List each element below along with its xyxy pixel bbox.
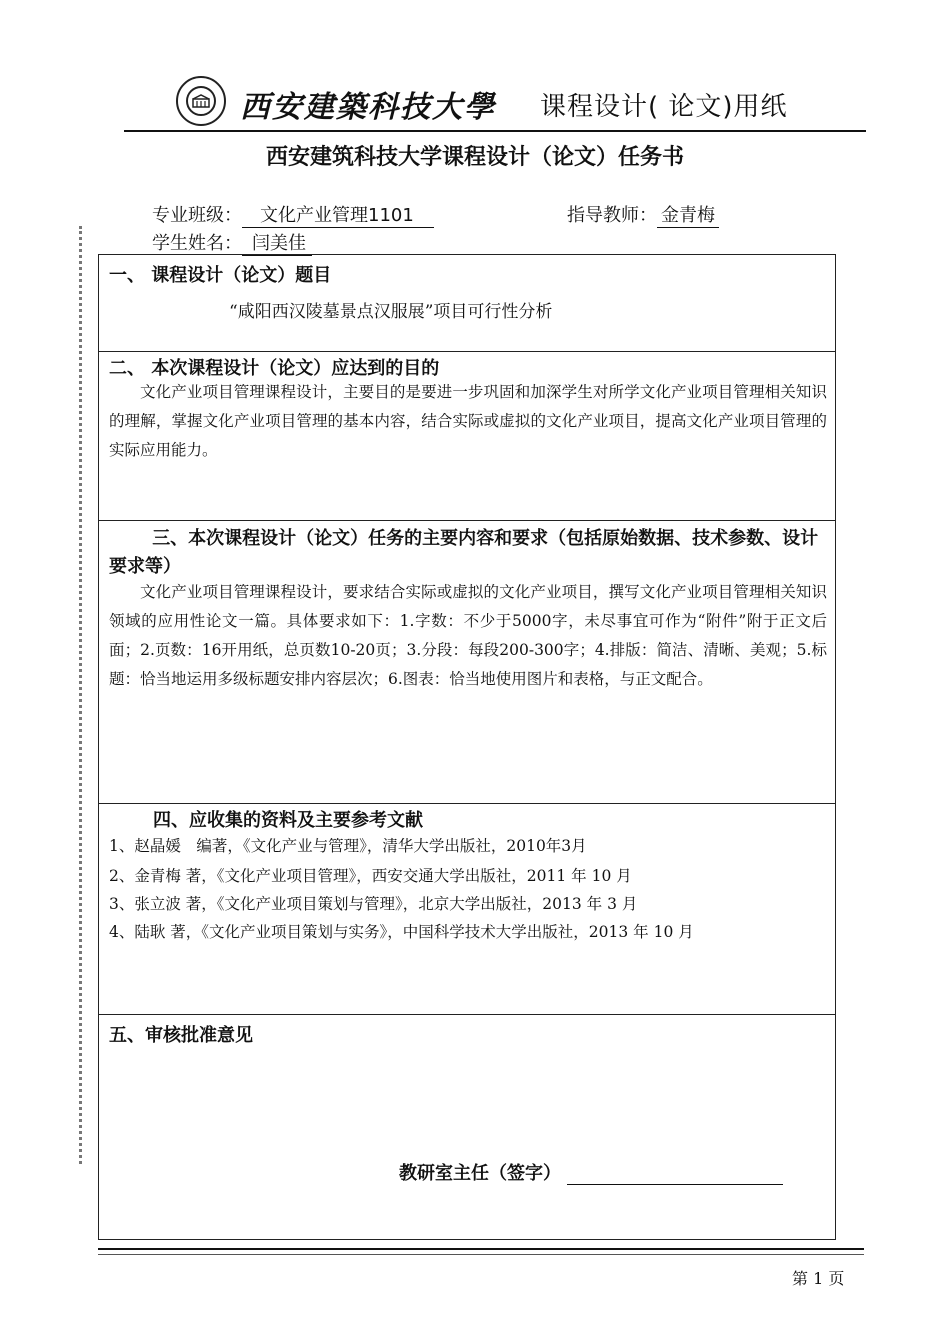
section-text: 文化产业项目管理课程设计，主要目的是要进一步巩固和加深学生对所学文化产业项目管理相关知识的理解，掌握文化产业项目管理的基本内容，结合实际或虚拟的文化产业项目，提高文化产业项目管理的实际应用能力。 bbox=[109, 383, 827, 459]
section-heading: 五、审核批准意见 bbox=[109, 1025, 253, 1046]
advisor-label: 指导教师： bbox=[567, 205, 657, 226]
document-title: 西安建筑科技大学课程设计（论文）任务书 bbox=[265, 145, 684, 170]
major-label: 专业班级： bbox=[152, 205, 242, 226]
task-table bbox=[98, 254, 836, 1240]
major-value: 文化产业管理1101 bbox=[242, 201, 434, 228]
paper-type-title: 课程设计( 论文)用纸 bbox=[540, 92, 788, 122]
section-objective bbox=[99, 352, 835, 521]
section-heading: 一、 课程设计（论文）题目 bbox=[109, 265, 332, 286]
building-icon bbox=[192, 94, 210, 108]
section-approval bbox=[99, 1015, 835, 1239]
reference-item: 4、陆耿 著，《文化产业项目策划与实务》，中国科学技术大学出版社，2013 年 10 月 bbox=[109, 923, 694, 941]
footer-rule bbox=[98, 1248, 864, 1250]
student-label: 学生姓名： bbox=[152, 233, 242, 254]
reference-item: 3、张立波 著，《文化产业项目策划与管理》，北京大学出版社，2013 年 3 月 bbox=[109, 895, 638, 913]
signature-label: 教研室主任（签字） bbox=[399, 1163, 561, 1184]
section-heading: 三、本次课程设计（论文）任务的主要内容和要求（包括原始数据、技术参数、设计要求等） bbox=[109, 528, 819, 577]
signature-field bbox=[567, 1166, 783, 1185]
section-heading: 四、应收集的资料及主要参考文献 bbox=[153, 810, 423, 831]
section-topic bbox=[99, 255, 835, 352]
page-number: 第 1 页 bbox=[792, 1269, 845, 1288]
advisor-line bbox=[567, 201, 719, 228]
footer-rule-thin bbox=[98, 1254, 864, 1255]
major-class-line bbox=[152, 201, 434, 228]
signature-line bbox=[399, 1159, 783, 1185]
advisor-value: 金青梅 bbox=[657, 201, 719, 228]
section-references bbox=[99, 804, 835, 1015]
section-text: 文化产业项目管理课程设计，要求结合实际或虚拟的文化产业项目，撰写文化产业项目管理相关知识领域的应用性论文一篇。具体要求如下：1.字数：不少于5000字，未尽事宜可作为“附件”附于正文后面；2.页数：16开用纸，总页数10-20页；3.分段：每段200-300字；4.排版：简洁、清晰、美观；5.标题：恰当地运用多级标题安排内容层次；6.图表：恰当地使用图片和表格，与正文配合。 bbox=[109, 583, 827, 688]
student-value: 闫美佳 bbox=[242, 229, 312, 256]
university-logo bbox=[176, 76, 226, 126]
university-name-calligraphy: 西安建築科技大學 bbox=[240, 90, 496, 125]
reference-item: 2、金青梅 著，《文化产业项目管理》，西安交通大学出版社，2011 年 10 月 bbox=[109, 867, 632, 885]
section-text: “咸阳西汉陵墓景点汉服展”项目可行性分析 bbox=[229, 302, 553, 322]
binding-margin-dotted-line bbox=[79, 226, 82, 1164]
reference-item: 1、赵晶媛 编著，《文化产业与管理》，清华大学出版社，2010年3月 bbox=[109, 837, 587, 855]
section-content bbox=[99, 521, 835, 804]
header-rule bbox=[124, 130, 866, 132]
student-line bbox=[152, 229, 312, 256]
section-heading: 二、 本次课程设计（论文）应达到的目的 bbox=[109, 358, 440, 379]
